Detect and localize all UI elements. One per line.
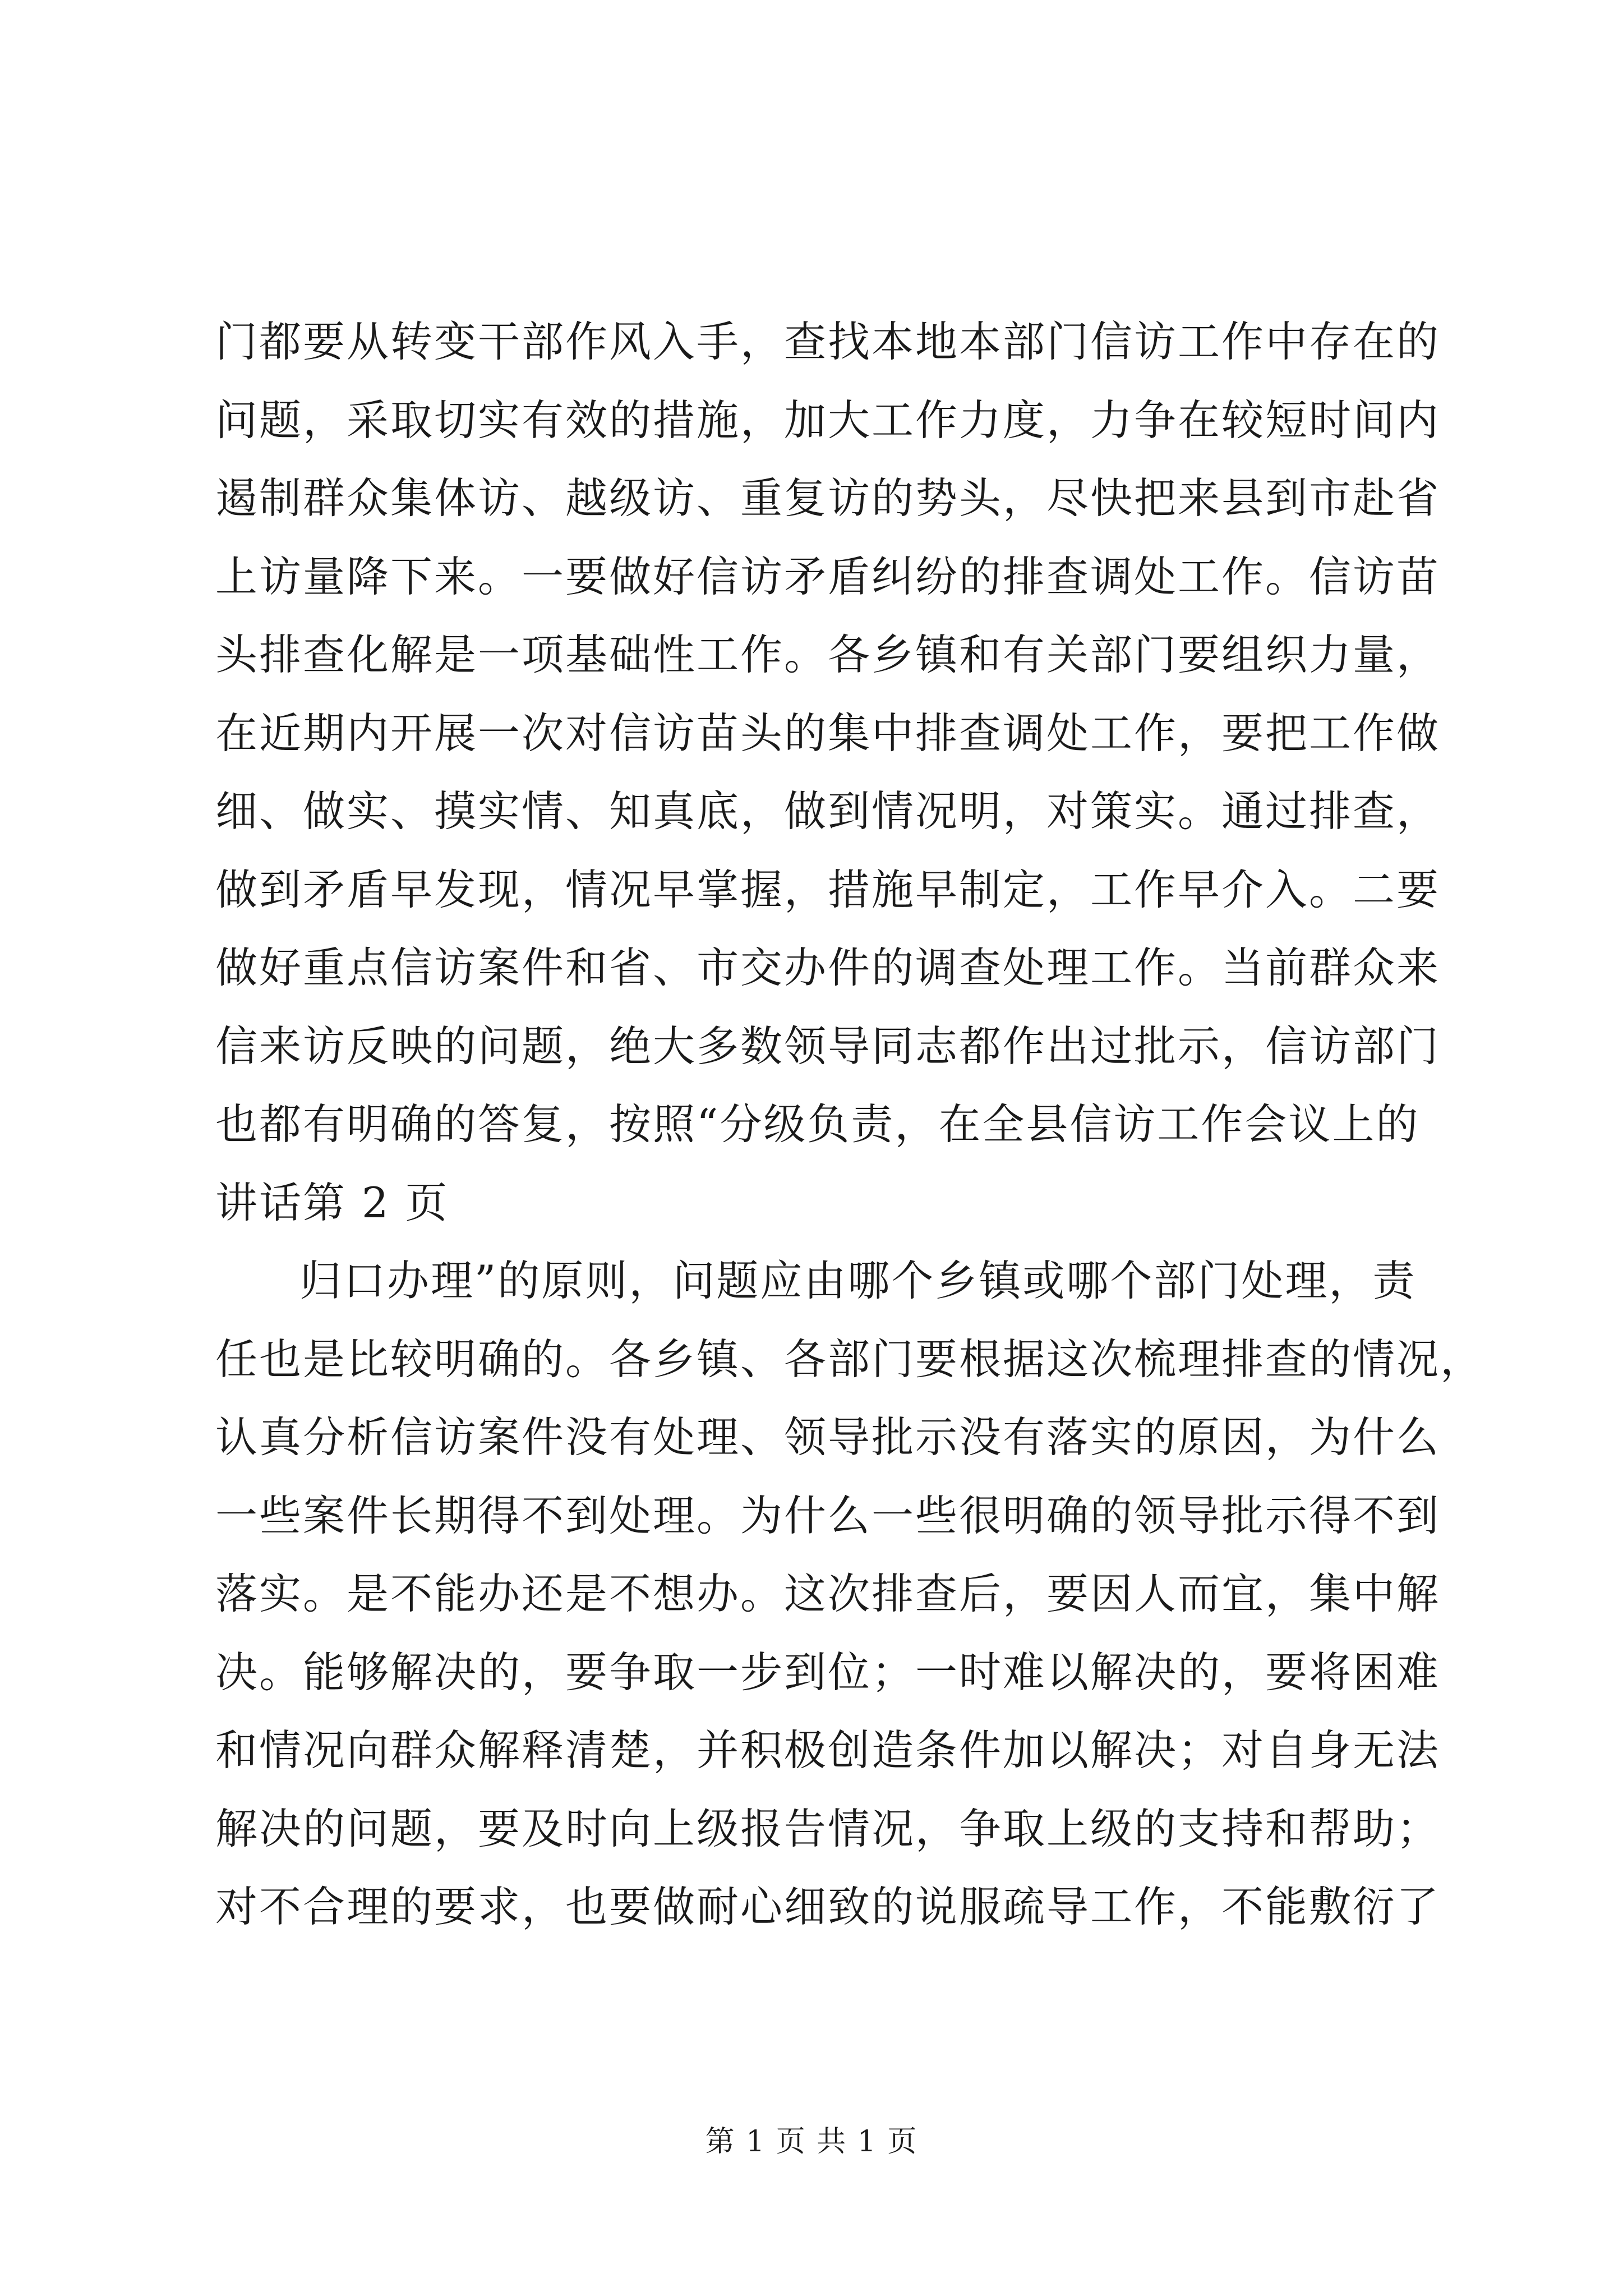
- text-line: 信来访反映的问题，绝大多数领导同志都作出过批示，信访部门: [215, 1021, 1441, 1071]
- page-footer: 第 1 页 共 1 页: [705, 2125, 918, 2159]
- text-line: 落实。是不能办还是不想办。这次排查后，要因人而宜，集中解: [215, 1569, 1441, 1618]
- text-line: 门都要从转变干部作风入手，查找本地本部门信访工作中存在的: [215, 317, 1441, 366]
- text-line: 和情况向群众解释清楚，并积极创造条件加以解决；对自身无法: [215, 1726, 1441, 1775]
- text-line: 做到矛盾早发现，情况早掌握，措施早制定，工作早介入。二要: [215, 864, 1441, 914]
- text-line: 做好重点信访案件和省、市交办件的调查处理工作。当前群众来: [215, 943, 1441, 992]
- page-break-title: 讲话第 2 页: [215, 1177, 449, 1227]
- text-line: 解决的问题，要及时向上级报告情况，争取上级的支持和帮助；: [215, 1803, 1441, 1853]
- text-line: 头排查化解是一项基础性工作。各乡镇和有关部门要组织力量，: [215, 630, 1441, 679]
- text-line: 对不合理的要求，也要做耐心细致的说服疏导工作，不能敷衍了: [215, 1882, 1441, 1931]
- text-line: 细、做实、摸实情、知真底，做到情况明，对策实。通过排查，: [215, 786, 1441, 836]
- text-line: 认真分析信访案件没有处理、领导批示没有落实的原因，为什么: [215, 1412, 1441, 1462]
- text-line: 在近期内开展一次对信访苗头的集中排查调处工作，要把工作做: [215, 708, 1441, 758]
- text-line: 问题，采取切实有效的措施，加大工作力度，力争在较短时间内: [215, 395, 1441, 445]
- text-line: 遏制群众集体访、越级访、重复访的势头，尽快把来县到市赴省: [215, 473, 1441, 523]
- body-text: [215, 303, 1484, 1947]
- text-line: 任也是比较明确的。各乡镇、各部门要根据这次梳理排查的情况，: [215, 1334, 1484, 1384]
- text-line: 决。能够解决的，要争取一步到位；一时难以解决的，要将困难: [215, 1647, 1441, 1697]
- text-line: 也都有明确的答复，按照“分级负责，在全县信访工作会议上的: [215, 1099, 1420, 1149]
- text-line: 一些案件长期得不到处理。为什么一些很明确的领导批示得不到: [215, 1490, 1441, 1540]
- paragraph-start: 归口办理”的原则，问题应由哪个乡镇或哪个部门处理，责: [299, 1256, 1417, 1305]
- text-line: 上访量降下来。一要做好信访矛盾纠纷的排查调处工作。信访苗: [215, 551, 1441, 601]
